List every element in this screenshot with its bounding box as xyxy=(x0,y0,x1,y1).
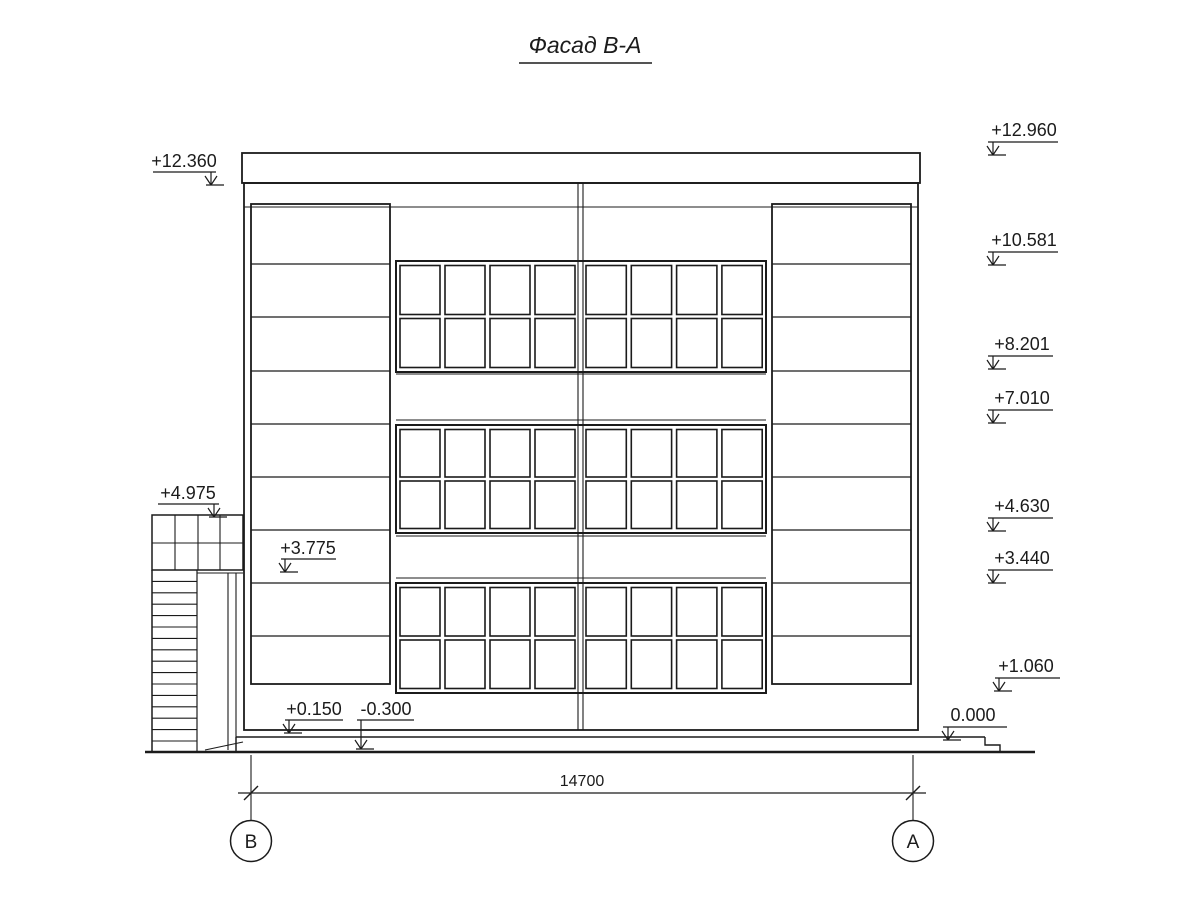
left-pylon xyxy=(251,204,390,684)
window-pane xyxy=(631,640,671,689)
elevation-mark xyxy=(151,151,224,185)
window-pane xyxy=(445,481,485,529)
ramp-line xyxy=(205,742,243,750)
window-pane xyxy=(586,588,626,637)
window-pane xyxy=(722,319,762,368)
window-pane xyxy=(490,266,530,315)
pylon-floor-lines xyxy=(251,264,911,636)
elevation-mark xyxy=(942,705,1007,740)
window-pane xyxy=(490,640,530,689)
elevation-mark xyxy=(987,388,1053,423)
elevation-value: +0.150 xyxy=(286,699,342,719)
window-pane xyxy=(400,266,440,315)
window-pane xyxy=(400,481,440,529)
elevation-mark xyxy=(987,230,1058,265)
window-pane xyxy=(677,266,717,315)
floor-band-lines xyxy=(396,374,766,578)
window-pane xyxy=(400,640,440,689)
window-band-frame xyxy=(396,425,766,533)
window-pane xyxy=(445,319,485,368)
elevation-mark xyxy=(158,483,227,517)
elevation-mark xyxy=(355,699,414,749)
window-pane xyxy=(535,430,575,478)
window-pane xyxy=(445,640,485,689)
window-pane xyxy=(490,588,530,637)
elevation-mark xyxy=(987,548,1053,583)
window-pane xyxy=(586,319,626,368)
base xyxy=(145,737,1035,752)
axis-label-b: В xyxy=(244,832,258,853)
elevation-mark xyxy=(987,334,1053,369)
window-pane xyxy=(722,588,762,637)
window-pane xyxy=(490,319,530,368)
elevation-value: +12.360 xyxy=(151,151,217,171)
window-pane xyxy=(535,266,575,315)
window-pane xyxy=(677,481,717,529)
building-outline xyxy=(242,153,920,730)
window-pane xyxy=(490,430,530,478)
window-pane xyxy=(677,588,717,637)
window-pane xyxy=(535,588,575,637)
window-pane xyxy=(535,319,575,368)
window-pane xyxy=(586,266,626,315)
dimension xyxy=(231,755,934,862)
elevation-mark xyxy=(279,538,336,572)
window-pane xyxy=(400,319,440,368)
window-pane xyxy=(445,430,485,478)
elevation-value: +10.581 xyxy=(991,230,1057,250)
window-pane xyxy=(535,481,575,529)
window-pane xyxy=(445,588,485,637)
window-pane xyxy=(445,266,485,315)
window-pane xyxy=(631,588,671,637)
elevation-mark xyxy=(283,699,343,733)
window-pane xyxy=(586,430,626,478)
elevation-mark xyxy=(987,120,1058,155)
elevation-value: +12.960 xyxy=(991,120,1057,140)
building-body xyxy=(244,183,918,730)
drawing-title: Фасад В-А xyxy=(528,32,642,58)
window-pane xyxy=(400,430,440,478)
window-band-frame xyxy=(396,261,766,372)
entry-steps xyxy=(985,737,1000,752)
dimension-value: 14700 xyxy=(559,773,605,790)
window-pane xyxy=(631,319,671,368)
window-pane xyxy=(586,481,626,529)
window-pane xyxy=(631,481,671,529)
elevation-value: +4.975 xyxy=(160,483,216,503)
external-stair xyxy=(152,515,243,752)
window-pane xyxy=(631,266,671,315)
window-bands xyxy=(396,261,766,693)
window-pane xyxy=(677,640,717,689)
elevation-value: +4.630 xyxy=(994,496,1050,516)
window-pane xyxy=(586,640,626,689)
elevation-value: +7.010 xyxy=(994,388,1050,408)
axis-label-a: А xyxy=(906,832,920,853)
window-band-frame xyxy=(396,583,766,693)
elevation-value: -0.300 xyxy=(360,699,412,719)
window-pane xyxy=(677,430,717,478)
elevation-mark xyxy=(987,496,1053,531)
elevation-mark xyxy=(993,656,1060,691)
window-pane xyxy=(490,481,530,529)
stair-treads xyxy=(152,581,197,741)
window-pane xyxy=(631,430,671,478)
window-pane xyxy=(722,481,762,529)
window-pane xyxy=(722,266,762,315)
window-pane xyxy=(677,319,717,368)
parapet xyxy=(242,153,920,183)
elevation-value: 0.000 xyxy=(950,705,996,725)
window-pane xyxy=(722,640,762,689)
window-pane xyxy=(722,430,762,478)
elevation-value: +1.060 xyxy=(998,656,1054,676)
right-pylon xyxy=(772,204,911,684)
elevation-value: +3.440 xyxy=(994,548,1050,568)
elevation-value: +8.201 xyxy=(994,334,1050,354)
elevation-value: +3.775 xyxy=(280,538,336,558)
window-pane xyxy=(535,640,575,689)
window-pane xyxy=(400,588,440,637)
